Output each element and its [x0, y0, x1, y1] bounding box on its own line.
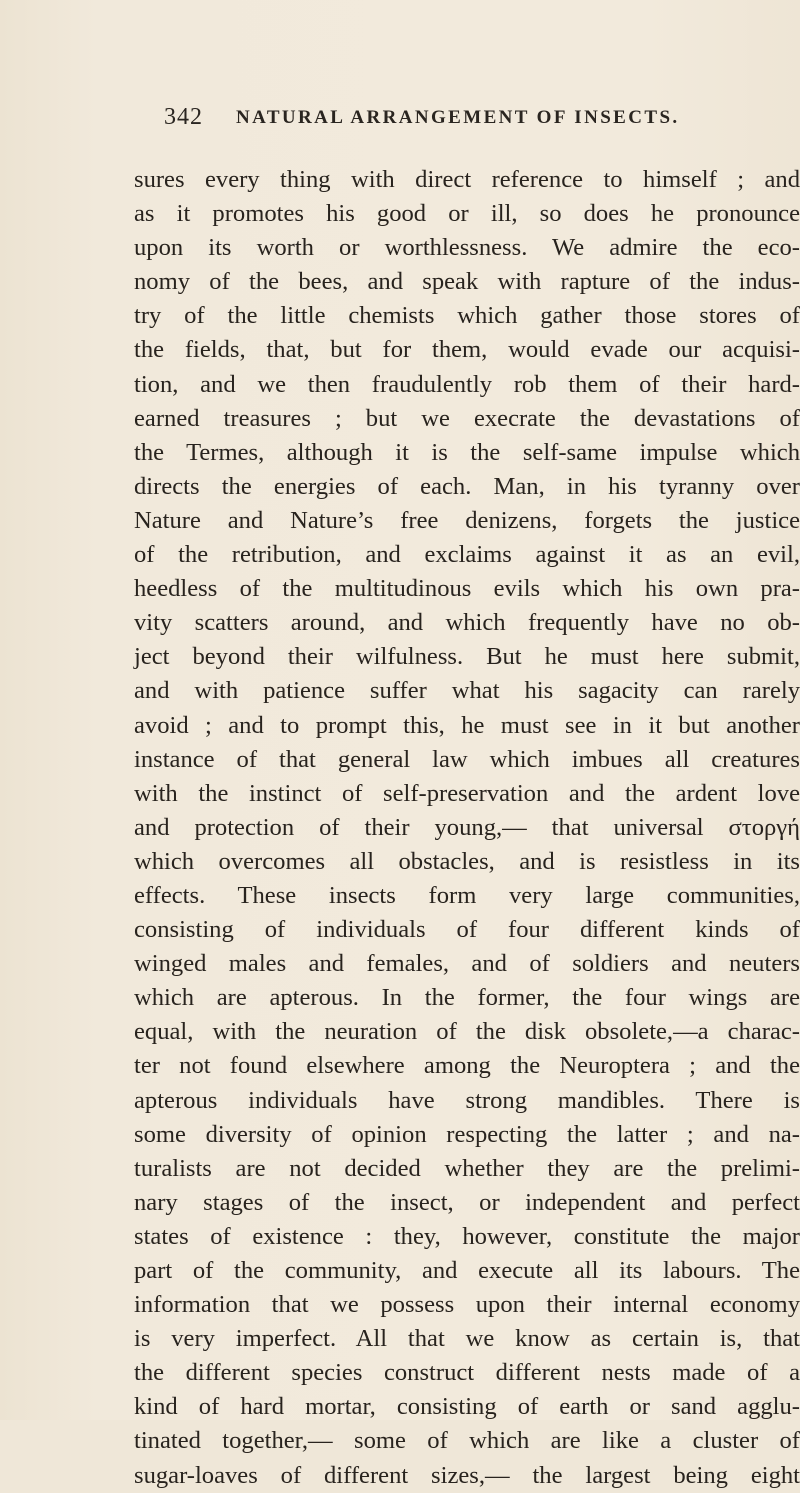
body-text: [134, 163, 800, 1493]
text-line: sures every thing with direct reference to himself ; and: [134, 166, 800, 193]
text-line: as it promotes his good or ill, so does he pronounce: [134, 200, 800, 228]
text-line: apterous individuals have strong mandibles. There is: [134, 1086, 800, 1114]
text-line: avoid ; and to prompt this, he must see in it but another: [134, 711, 800, 739]
text-line: Nature and Nature’s free denizens, forgets the justice: [134, 506, 800, 534]
text-line: tion, and we then fraudulently rob them of their hard-: [134, 370, 800, 398]
page-number: 342: [164, 104, 203, 130]
text-line: tinated together,— some of which are like a cluster of: [134, 1427, 800, 1455]
text-line: which overcomes all obstacles, and is resistless in its: [134, 847, 800, 875]
text-line: the different species construct different nests made of a: [134, 1359, 800, 1387]
text-line: some diversity of opinion respecting the latter ; and na-: [134, 1120, 800, 1148]
text-line: equal, with the neuration of the disk obsolete,—a charac-: [134, 1018, 800, 1046]
text-line: earned treasures ; but we execrate the devastations of: [134, 404, 800, 432]
text-line: sugar-loaves of different sizes,— the largest being eight: [134, 1461, 800, 1489]
text-line: nary stages of the insect, or independent and perfect: [134, 1188, 800, 1216]
text-line: of the retribution, and exclaims against it as an evil,: [134, 541, 800, 569]
text-line: information that we possess upon their internal economy: [134, 1291, 800, 1319]
text-line: instance of that general law which imbues all creatures: [134, 745, 800, 773]
page-header: [164, 104, 764, 134]
text-line: ter not found elsewhere among the Neuroptera ; and the: [134, 1052, 800, 1080]
text-line: part of the community, and execute all its labours. The: [134, 1257, 800, 1284]
text-line: ject beyond their wilfulness. But he must here submit,: [134, 643, 800, 671]
text-line: and with patience suffer what his sagacity can rarely: [134, 677, 800, 705]
text-line: turalists are not decided whether they are the prelimi-: [134, 1154, 800, 1182]
text-line: which are apterous. In the former, the four wings are: [134, 984, 800, 1012]
text-line: directs the energies of each. Man, in his tyranny over: [134, 472, 800, 500]
text-line: kind of hard mortar, consisting of earth or sand agglu-: [134, 1393, 800, 1421]
text-line: vity scatters around, and which frequently have no ob-: [134, 609, 800, 637]
text-line: with the instinct of self-preservation and the ardent love: [134, 779, 800, 807]
text-line: effects. These insects form very large communities,: [134, 881, 800, 909]
text-line: winged males and females, and of soldiers and neuters: [134, 950, 800, 978]
text-line: upon its worth or worthlessness. We admire the eco-: [134, 234, 800, 262]
text-line: try of the little chemists which gather those stores of: [134, 302, 800, 330]
running-title: NATURAL ARRANGEMENT OF INSECTS.: [236, 107, 680, 128]
text-line: and protection of their young,— that universal στοργή: [134, 813, 800, 841]
text-line: is very imperfect. All that we know as certain is, that: [134, 1325, 800, 1353]
text-line: nomy of the bees, and speak with rapture of the indus-: [134, 268, 800, 296]
text-line: states of existence : they, however, constitute the major: [134, 1222, 800, 1250]
text-line: heedless of the multitudinous evils which his own pra-: [134, 575, 800, 603]
text-line: consisting of individuals of four different kinds of: [134, 916, 800, 944]
text-line: the fields, that, but for them, would evade our acquisi-: [134, 336, 800, 364]
text-line: the Termes, although it is the self-same impulse which: [134, 438, 800, 466]
